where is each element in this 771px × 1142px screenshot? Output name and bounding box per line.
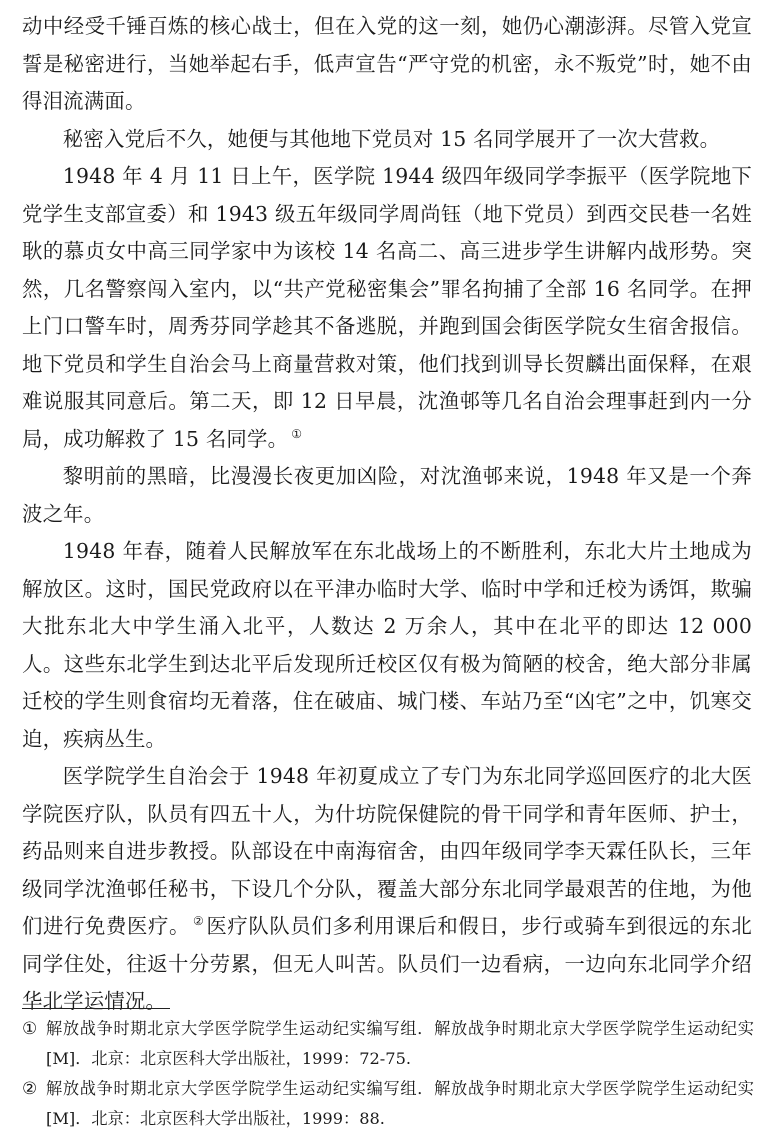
footnote-mark-2: ② [22, 1079, 38, 1099]
paragraph-text: 1948 年春，随着人民解放军在东北战场上的不断胜利，东北大片土地成为解放区。这时，国民党政府以在平津办临时大学、临时中学和迁校为诱饵，欺骗大批东北大中学生涌入北平，人数达 2 万余人，其中在北平的即达 12 000 人。这些东北学生到达北平后发现所迁校区仅有极为简陋的校舍，绝大部分非属迁校的学生则食宿均无着落，住在破庙、城门楼、车站乃至“凶宅”之中，饥寒交迫，疾病丛生。 [22, 539, 752, 751]
footnote-2 [22, 1074, 754, 1134]
footnote-ref-1[interactable]: ① [291, 426, 303, 441]
footnote-1 [22, 1014, 754, 1074]
paragraph-6 [22, 758, 752, 1021]
footnote-text: 解放战争时期北京大学医学院学生运动纪实编写组．解放战争时期北京大学医学院学生运动纪实 [M]．北京：北京医科大学出版社，1999：88. [46, 1079, 754, 1128]
footnote-ref-2[interactable]: ② [193, 914, 205, 928]
body-text [22, 8, 752, 1021]
paragraph-text: 黎明前的黑暗，比漫漫长夜更加凶险，对沈渔邨来说，1948 年又是一个奔波之年。 [22, 464, 752, 526]
paragraph-3 [22, 158, 752, 458]
paragraph-2 [22, 121, 752, 159]
paragraph-text: 动中经受千锤百炼的核心战士，但在入党的这一刻，她仍心潮澎湃。尽管入党宣誓是秘密进行，当她举起右手，低声宣告“严守党的机密，永不叛党”时，她不由得泪流满面。 [22, 14, 752, 113]
paragraph-text-continued: 医疗队队员们多利用课后和假日，步行或骑车到很远的东北同学住处，往返十分劳累，但无人叫苦。队员们一边看病，一边向东北同学介绍华北学运情况。 [22, 914, 752, 1013]
footnote-divider [22, 1008, 170, 1009]
footnotes [22, 1014, 754, 1134]
paragraph-text: 医学院学生自治会于 1948 年初夏成立了专门为东北同学巡回医疗的北大医学院医疗队，队员有四五十人，为什坊院保健院的骨干同学和青年医师、护士，药品则来自进步教授。队部设在中南海宿舍，由四年级同学李天霖任队长，三年级同学沈渔邨任秘书，下设几个分队，覆盖大部分东北同学最艰苦的住地，为他们进行免费医疗。 [22, 764, 752, 938]
paragraph-1 [22, 8, 752, 121]
footnote-text: 解放战争时期北京大学医学院学生运动纪实编写组．解放战争时期北京大学医学院学生运动纪实 [M]．北京：北京医科大学出版社，1999：72-75. [46, 1019, 754, 1068]
footnote-mark-1: ① [22, 1019, 38, 1039]
paragraph-text: 1948 年 4 月 11 日上午，医学院 1944 级四年级同学李振平（医学院地下党学生支部宣委）和 1943 级五年级同学周尚钰（地下党员）到西交民巷一名姓耿的慕贞女中高三同学家中为该校 14 名高二、高三进步学生讲解内战形势。突然，几名警察闯入室内，以“共产党秘密集会”罪名拘捕了全部 16 名同学。在押上门口警车时，周秀芬同学趁其不备逃脱，并跑到国会街医学院女生宿舍报信。地下党员和学生自治会马上商量营救对策，他们找到训导长贺麟出面保释，在艰难说服其同意后。第二天，即 12 日早晨，沈渔邨等几名自治会理事赶到内一分局，成功解救了 15 名同学。 [22, 164, 752, 451]
paragraph-text: 秘密入党后不久，她便与其他地下党员对 15 名同学展开了一次大营救。 [62, 126, 721, 151]
paragraph-5 [22, 533, 752, 758]
paragraph-4 [22, 458, 752, 533]
